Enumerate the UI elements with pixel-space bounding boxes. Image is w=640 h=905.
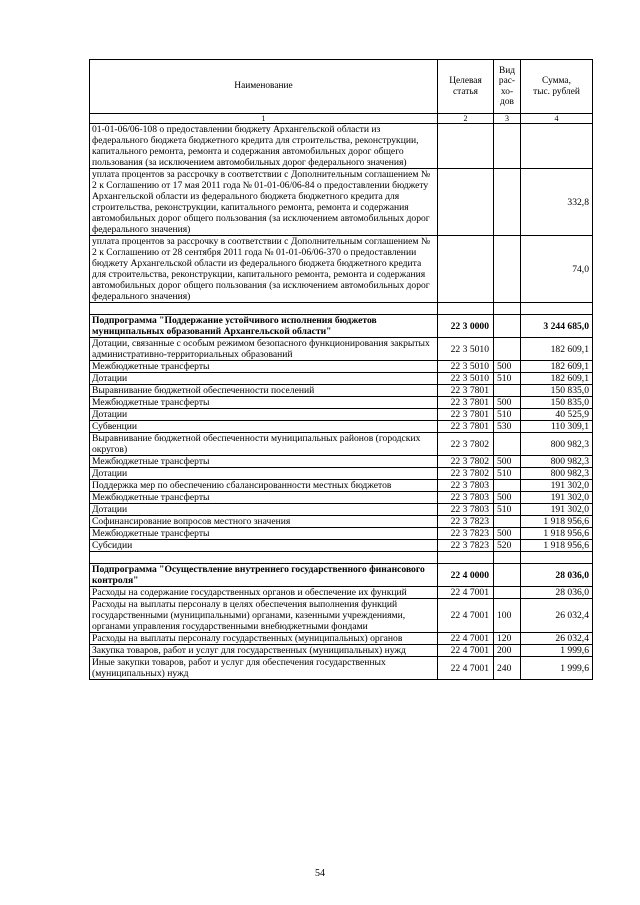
spacer-row	[90, 552, 593, 564]
row-amount: 332,8	[521, 169, 593, 236]
row-expense-type: 500	[494, 456, 521, 468]
row-amount: 182 609,1	[521, 361, 593, 373]
table-row	[90, 540, 593, 552]
row-expense-type	[494, 169, 521, 236]
table-row	[90, 385, 593, 397]
row-target-code: 22 3 7803	[438, 492, 494, 504]
row-amount: 800 982,3	[521, 433, 593, 456]
row-amount: 150 835,0	[521, 397, 593, 409]
column-number: 3	[494, 114, 521, 124]
row-name: Расходы на выплаты персоналу государственных (муниципальных) органов	[90, 633, 438, 645]
row-expense-type	[494, 564, 521, 587]
spacer-row	[90, 303, 593, 315]
column-number: 1	[90, 114, 438, 124]
row-amount: 191 302,0	[521, 504, 593, 516]
row-expense-type: 530	[494, 421, 521, 433]
table-row	[90, 361, 593, 373]
row-name: Субсидии	[90, 540, 438, 552]
row-amount: 28 036,0	[521, 587, 593, 599]
header-sum: Сумма, тыс. рублей	[521, 60, 593, 114]
row-expense-type: 510	[494, 504, 521, 516]
row-amount: 1 918 956,6	[521, 516, 593, 528]
row-expense-type	[494, 385, 521, 397]
row-target-code: 22 3 7823	[438, 528, 494, 540]
row-name: Иные закупки товаров, работ и услуг для обеспечения государственных (муниципальных) нужд	[90, 657, 438, 680]
row-target-code: 22 4 7001	[438, 633, 494, 645]
table-row	[90, 645, 593, 657]
row-expense-type: 240	[494, 657, 521, 680]
row-name: Выравнивание бюджетной обеспеченности поселений	[90, 385, 438, 397]
row-expense-type: 500	[494, 492, 521, 504]
row-name: уплата процентов за рассрочку в соответствии с Дополнительным соглашением № 2 к Соглашению от 17 мая 2011 года № 01-01-06/06-84 о предоставлении бюджету Архангельской области из федерального бюджета бюджетного кредита для строительства, реконструкции, капитального ремонта, ремонта и содержания автомобильных дорог общего пользования (за исключением автомобильных дорог федерального значения)	[90, 169, 438, 236]
row-amount: 3 244 685,0	[521, 315, 593, 338]
table-row	[90, 421, 593, 433]
header-type: Вид рас- хо- дов	[494, 60, 521, 114]
table-row	[90, 373, 593, 385]
section-row	[90, 315, 593, 338]
spacer-cell	[521, 552, 593, 564]
row-amount	[521, 124, 593, 169]
row-target-code: 22 3 5010	[438, 338, 494, 361]
row-expense-type	[494, 433, 521, 456]
row-amount: 28 036,0	[521, 564, 593, 587]
table-row	[90, 587, 593, 599]
row-expense-type	[494, 236, 521, 303]
row-name: 01-01-06/06-108 о предоставлении бюджету Архангельской области из федерального бюджета бюджетного кредита для строительства, реконструкции, капитального ремонта, ремонта и содержания автомобильных дорог общего пользования (за исключением автомобильных дорог федерального значения)	[90, 124, 438, 169]
row-name: Расходы на содержание государственных органов и обеспечение их функций	[90, 587, 438, 599]
column-number: 2	[438, 114, 494, 124]
row-amount: 40 525,9	[521, 409, 593, 421]
row-amount: 1 999,6	[521, 645, 593, 657]
header-name: Наименование	[90, 60, 438, 114]
row-target-code: 22 3 0000	[438, 315, 494, 338]
spacer-cell	[90, 552, 438, 564]
row-expense-type	[494, 480, 521, 492]
table-row	[90, 124, 593, 169]
row-target-code: 22 3 7802	[438, 456, 494, 468]
row-name: Дотации	[90, 504, 438, 516]
row-expense-type	[494, 587, 521, 599]
row-name: Межбюджетные трансферты	[90, 528, 438, 540]
header-row	[90, 60, 593, 114]
row-amount: 1 999,6	[521, 657, 593, 680]
row-expense-type	[494, 315, 521, 338]
row-target-code	[438, 169, 494, 236]
row-target-code: 22 4 7001	[438, 657, 494, 680]
row-amount: 150 835,0	[521, 385, 593, 397]
row-amount: 110 309,1	[521, 421, 593, 433]
column-numbers-row	[90, 114, 593, 124]
row-name: Расходы на выплаты персоналу в целях обеспечения выполнения функций государственными (муниципальными) органами, казенными учреждениями, органами управления государственными внебюджетными фондами	[90, 599, 438, 633]
table-row	[90, 633, 593, 645]
row-amount: 182 609,1	[521, 338, 593, 361]
row-name: Межбюджетные трансферты	[90, 456, 438, 468]
row-expense-type: 500	[494, 528, 521, 540]
row-target-code	[438, 124, 494, 169]
section-row	[90, 564, 593, 587]
row-target-code: 22 3 7802	[438, 468, 494, 480]
row-amount: 74,0	[521, 236, 593, 303]
table-row	[90, 528, 593, 540]
row-target-code: 22 3 7801	[438, 409, 494, 421]
row-name: Подпрограмма "Осуществление внутреннего государственного финансового контроля"	[90, 564, 438, 587]
row-target-code: 22 3 7803	[438, 480, 494, 492]
row-target-code: 22 3 7801	[438, 421, 494, 433]
table-row	[90, 456, 593, 468]
row-amount: 800 982,3	[521, 468, 593, 480]
row-expense-type: 500	[494, 397, 521, 409]
spacer-cell	[494, 552, 521, 564]
row-expense-type: 500	[494, 361, 521, 373]
budget-table	[89, 59, 593, 680]
row-expense-type	[494, 124, 521, 169]
row-expense-type: 510	[494, 373, 521, 385]
table-row	[90, 409, 593, 421]
row-amount: 1 918 956,6	[521, 528, 593, 540]
row-expense-type	[494, 338, 521, 361]
row-name: Межбюджетные трансферты	[90, 492, 438, 504]
row-target-code: 22 3 7802	[438, 433, 494, 456]
spacer-cell	[90, 303, 438, 315]
row-expense-type: 200	[494, 645, 521, 657]
row-name: Дотации, связанные с особым режимом безопасного функционирования закрытых административно-территориальных образований	[90, 338, 438, 361]
row-target-code: 22 3 7823	[438, 540, 494, 552]
row-name: Закупка товаров, работ и услуг для государственных (муниципальных) нужд	[90, 645, 438, 657]
row-name: Дотации	[90, 468, 438, 480]
table-row	[90, 397, 593, 409]
row-amount: 26 032,4	[521, 599, 593, 633]
row-name: Подпрограмма "Поддержание устойчивого исполнения бюджетов муниципальных образований Архангельской области"	[90, 315, 438, 338]
spacer-cell	[521, 303, 593, 315]
row-expense-type: 520	[494, 540, 521, 552]
table-row	[90, 657, 593, 680]
table-row	[90, 468, 593, 480]
row-amount: 26 032,4	[521, 633, 593, 645]
row-amount: 1 918 956,6	[521, 540, 593, 552]
page-number: 54	[315, 868, 325, 879]
row-target-code: 22 3 7823	[438, 516, 494, 528]
table-row	[90, 504, 593, 516]
table-row	[90, 433, 593, 456]
row-target-code	[438, 236, 494, 303]
row-expense-type: 510	[494, 468, 521, 480]
row-name: Поддержка мер по обеспечению сбалансированности местных бюджетов	[90, 480, 438, 492]
row-amount: 182 609,1	[521, 373, 593, 385]
row-name: Межбюджетные трансферты	[90, 361, 438, 373]
row-target-code: 22 4 7001	[438, 587, 494, 599]
row-expense-type: 120	[494, 633, 521, 645]
row-amount: 191 302,0	[521, 492, 593, 504]
table-row	[90, 169, 593, 236]
spacer-cell	[438, 303, 494, 315]
row-target-code: 22 4 7001	[438, 599, 494, 633]
table-row	[90, 599, 593, 633]
row-target-code: 22 4 0000	[438, 564, 494, 587]
row-expense-type: 100	[494, 599, 521, 633]
row-name: Софинансирование вопросов местного значения	[90, 516, 438, 528]
row-name: Дотации	[90, 373, 438, 385]
row-target-code: 22 3 7801	[438, 397, 494, 409]
column-number: 4	[521, 114, 593, 124]
spacer-cell	[438, 552, 494, 564]
spacer-cell	[494, 303, 521, 315]
row-target-code: 22 3 5010	[438, 361, 494, 373]
table-row	[90, 338, 593, 361]
table-row	[90, 492, 593, 504]
row-target-code: 22 4 7001	[438, 645, 494, 657]
row-target-code: 22 3 7801	[438, 385, 494, 397]
row-name: Выравнивание бюджетной обеспеченности муниципальных районов (городских округов)	[90, 433, 438, 456]
row-target-code: 22 3 7803	[438, 504, 494, 516]
header-target: Целевая статья	[438, 60, 494, 114]
table-row	[90, 480, 593, 492]
row-name: Субвенции	[90, 421, 438, 433]
row-target-code: 22 3 5010	[438, 373, 494, 385]
row-amount: 191 302,0	[521, 480, 593, 492]
row-amount: 800 982,3	[521, 456, 593, 468]
row-expense-type	[494, 516, 521, 528]
row-expense-type: 510	[494, 409, 521, 421]
table-row	[90, 236, 593, 303]
row-name: Дотации	[90, 409, 438, 421]
row-name: уплата процентов за рассрочку в соответствии с Дополнительным соглашением № 2 к Соглашению от 28 сентября 2011 года № 01-01-06/06-370 о предоставлении бюджету Архангельской области из федерального бюджета бюджетного кредита для строительства, реконструкции, капитального ремонта, ремонта и содержания автомобильных дорог общего пользования (за исключением автомобильных дорог федерального значения)	[90, 236, 438, 303]
row-name: Межбюджетные трансферты	[90, 397, 438, 409]
table-row	[90, 516, 593, 528]
